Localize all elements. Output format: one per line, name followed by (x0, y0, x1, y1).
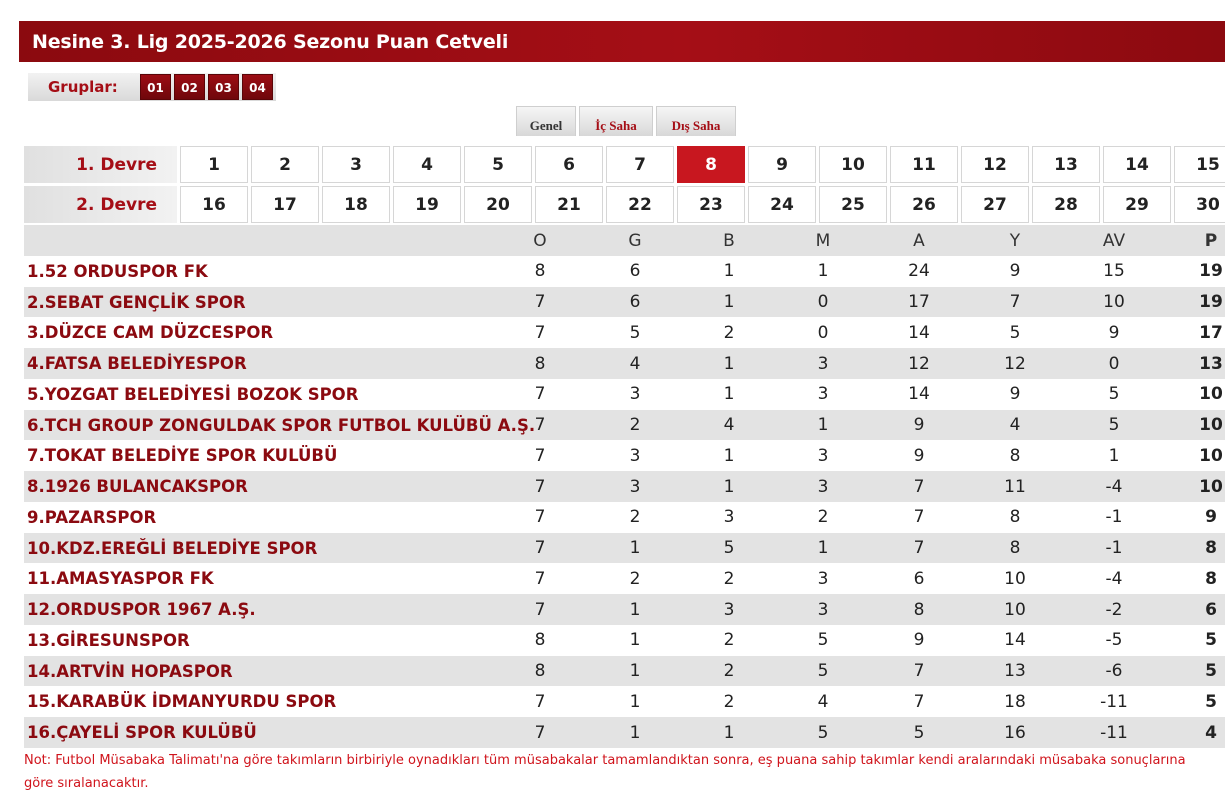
cell-y: 8 (1009, 507, 1021, 528)
cell-g: 3 (629, 384, 641, 405)
cell-y: 9 (1009, 384, 1021, 405)
cell-b: 1 (723, 722, 735, 743)
cell-b: 2 (723, 322, 735, 343)
cell-g: 1 (629, 630, 641, 651)
column-header-g: G (628, 230, 642, 251)
cell-av: 9 (1108, 322, 1120, 343)
table-row (24, 594, 1225, 625)
table-row (24, 348, 1225, 379)
group-button-04[interactable]: 04 (242, 74, 273, 100)
group-button-01[interactable]: 01 (140, 74, 171, 100)
cell-g: 1 (629, 691, 641, 712)
cell-a: 9 (913, 415, 925, 436)
cell-m: 0 (817, 322, 829, 343)
cell-m: 5 (817, 630, 829, 651)
week-25-button[interactable]: 25 (819, 186, 887, 223)
cell-m: 3 (817, 568, 829, 589)
cell-o: 7 (534, 415, 546, 436)
week-21-button[interactable]: 21 (535, 186, 603, 223)
cell-a: 12 (908, 353, 930, 374)
cell-g: 3 (629, 476, 641, 497)
cell-a: 7 (913, 476, 925, 497)
cell-m: 1 (817, 538, 829, 559)
week-14-button[interactable]: 14 (1103, 146, 1171, 183)
cell-b: 2 (723, 691, 735, 712)
cell-y: 18 (1004, 691, 1026, 712)
table-row (24, 533, 1225, 564)
cell-y: 5 (1009, 322, 1021, 343)
column-header-o: O (533, 230, 547, 251)
team-name-link[interactable]: 9.PAZARSPOR (27, 507, 157, 527)
table-row (24, 318, 1225, 349)
cell-m: 3 (817, 353, 829, 374)
cell-p: 13 (1199, 353, 1223, 374)
table-row (24, 564, 1225, 595)
cell-b: 1 (723, 292, 735, 313)
table-row (24, 625, 1225, 656)
cell-g: 1 (629, 722, 641, 743)
page-title: Nesine 3. Lig 2025-2026 Sezonu Puan Cetveli (19, 21, 1225, 62)
cell-a: 7 (913, 538, 925, 559)
cell-o: 7 (534, 568, 546, 589)
cell-g: 6 (629, 261, 641, 282)
table-row (24, 441, 1225, 472)
team-name-link[interactable]: 5.YOZGAT BELEDİYESİ BOZOK SPOR (27, 384, 359, 404)
cell-y: 16 (1004, 722, 1026, 743)
table-row (24, 687, 1225, 718)
table-row (24, 717, 1225, 748)
cell-o: 7 (534, 445, 546, 466)
tab-genel[interactable]: Genel (516, 106, 576, 136)
week-15-button[interactable]: 15 (1174, 146, 1225, 183)
column-header-av: AV (1102, 230, 1126, 251)
cell-av: -4 (1105, 568, 1123, 589)
cell-g: 1 (629, 599, 641, 620)
team-name-link[interactable]: 3.DÜZCE CAM DÜZCESPOR (27, 323, 274, 343)
cell-av: 5 (1108, 384, 1120, 405)
cell-m: 4 (817, 691, 829, 712)
cell-y: 8 (1009, 445, 1021, 466)
cell-a: 14 (908, 322, 930, 343)
cell-p: 19 (1199, 261, 1223, 282)
team-name-link[interactable]: 12.ORDUSPOR 1967 A.Ş. (27, 600, 256, 620)
second-half-label: 2. Devre (24, 186, 177, 223)
table-row (24, 471, 1225, 502)
cell-p: 10 (1199, 476, 1223, 497)
week-26-button[interactable]: 26 (890, 186, 958, 223)
week-12-button[interactable]: 12 (961, 146, 1029, 183)
cell-b: 1 (723, 261, 735, 282)
cell-av: -2 (1105, 599, 1123, 620)
groups-bar (28, 73, 276, 101)
cell-g: 2 (629, 415, 641, 436)
team-name-link[interactable]: 16.ÇAYELİ SPOR KULÜBÜ (27, 723, 257, 743)
cell-g: 1 (629, 538, 641, 559)
team-name-link[interactable]: 13.GİRESUNSPOR (27, 630, 190, 650)
cell-p: 6 (1205, 599, 1217, 620)
cell-b: 1 (723, 353, 735, 374)
week-7-button[interactable]: 7 (606, 146, 674, 183)
week-17-button[interactable]: 17 (251, 186, 319, 223)
table-row (24, 287, 1225, 318)
week-24-button[interactable]: 24 (748, 186, 816, 223)
cell-b: 3 (723, 599, 735, 620)
cell-p: 5 (1205, 630, 1217, 651)
cell-av: 10 (1103, 292, 1125, 313)
cell-o: 7 (534, 691, 546, 712)
team-name-link[interactable]: 8.1926 BULANCAKSPOR (27, 477, 248, 497)
tab-dış-saha[interactable]: Dış Saha (656, 106, 736, 136)
week-11-button[interactable]: 11 (890, 146, 958, 183)
cell-o: 8 (534, 261, 546, 282)
cell-av: -11 (1100, 691, 1128, 712)
team-name-link[interactable]: 14.ARTVİN HOPASPOR (27, 661, 233, 681)
column-header-y: Y (1009, 230, 1021, 251)
second-half-row (24, 186, 1225, 223)
first-half-label: 1. Devre (24, 146, 177, 183)
table-row (24, 656, 1225, 687)
cell-b: 1 (723, 445, 735, 466)
cell-av: -4 (1105, 476, 1123, 497)
cell-b: 1 (723, 384, 735, 405)
cell-o: 7 (534, 322, 546, 343)
week-27-button[interactable]: 27 (961, 186, 1029, 223)
cell-y: 12 (1004, 353, 1026, 374)
cell-g: 6 (629, 292, 641, 313)
week-16-button[interactable]: 16 (180, 186, 248, 223)
cell-a: 7 (913, 691, 925, 712)
cell-p: 10 (1199, 415, 1223, 436)
column-header-p: P (1204, 230, 1218, 251)
cell-o: 7 (534, 507, 546, 528)
week-2-button[interactable]: 2 (251, 146, 319, 183)
cell-p: 5 (1205, 661, 1217, 682)
cell-p: 8 (1205, 568, 1217, 589)
first-half-row (24, 146, 1225, 183)
team-name-link[interactable]: 10.KDZ.EREĞLİ BELEDİYE SPOR (27, 538, 318, 558)
cell-y: 14 (1004, 630, 1026, 651)
group-button-03[interactable]: 03 (208, 74, 239, 100)
team-name-link[interactable]: 1.52 ORDUSPOR FK (27, 261, 208, 281)
cell-b: 4 (723, 415, 735, 436)
cell-p: 4 (1205, 722, 1217, 743)
cell-g: 2 (629, 507, 641, 528)
cell-m: 5 (817, 661, 829, 682)
week-5-button[interactable]: 5 (464, 146, 532, 183)
week-9-button[interactable]: 9 (748, 146, 816, 183)
cell-p: 5 (1205, 691, 1217, 712)
cell-m: 1 (817, 261, 829, 282)
week-10-button[interactable]: 10 (819, 146, 887, 183)
cell-y: 8 (1009, 538, 1021, 559)
cell-m: 3 (817, 476, 829, 497)
cell-av: -5 (1105, 630, 1123, 651)
cell-g: 4 (629, 353, 641, 374)
cell-av: -1 (1105, 538, 1123, 559)
cell-m: 3 (817, 599, 829, 620)
tab-i-ç-saha[interactable]: İç Saha (579, 106, 653, 136)
week-28-button[interactable]: 28 (1032, 186, 1100, 223)
cell-o: 7 (534, 292, 546, 313)
cell-y: 7 (1009, 292, 1021, 313)
cell-p: 9 (1205, 507, 1217, 528)
cell-a: 8 (913, 599, 925, 620)
team-name-link[interactable]: 4.FATSA BELEDİYESPOR (27, 354, 247, 374)
table-row (24, 256, 1225, 287)
cell-p: 10 (1199, 384, 1223, 405)
cell-a: 7 (913, 661, 925, 682)
cell-y: 10 (1004, 568, 1026, 589)
cell-m: 0 (817, 292, 829, 313)
cell-m: 5 (817, 722, 829, 743)
cell-y: 4 (1009, 415, 1021, 436)
week-20-button[interactable]: 20 (464, 186, 532, 223)
week-18-button[interactable]: 18 (322, 186, 390, 223)
week-8-button[interactable]: 8 (677, 146, 745, 183)
team-name-link[interactable]: 15.KARABÜK İDMANYURDU SPOR (27, 692, 337, 712)
cell-m: 1 (817, 415, 829, 436)
cell-o: 7 (534, 722, 546, 743)
team-name-link[interactable]: 2.SEBAT GENÇLİK SPOR (27, 292, 246, 312)
cell-a: 7 (913, 507, 925, 528)
cell-o: 8 (534, 630, 546, 651)
table-row (24, 502, 1225, 533)
group-button-02[interactable]: 02 (174, 74, 205, 100)
cell-p: 10 (1199, 445, 1223, 466)
cell-a: 9 (913, 445, 925, 466)
team-name-link[interactable]: 6.TCH GROUP ZONGULDAK SPOR FUTBOL KULÜBÜ A.Ş. (27, 415, 536, 435)
cell-g: 1 (629, 661, 641, 682)
cell-av: 0 (1108, 353, 1120, 374)
groups-label: Gruplar: (48, 78, 118, 96)
cell-m: 2 (817, 507, 829, 528)
cell-b: 2 (723, 568, 735, 589)
cell-a: 14 (908, 384, 930, 405)
cell-p: 17 (1199, 322, 1223, 343)
cell-m: 3 (817, 384, 829, 405)
cell-o: 8 (534, 353, 546, 374)
column-header-b: B (723, 230, 735, 251)
week-6-button[interactable]: 6 (535, 146, 603, 183)
week-4-button[interactable]: 4 (393, 146, 461, 183)
week-22-button[interactable]: 22 (606, 186, 674, 223)
cell-o: 7 (534, 384, 546, 405)
cell-b: 5 (723, 538, 735, 559)
cell-m: 3 (817, 445, 829, 466)
column-header-a: A (913, 230, 925, 251)
week-1-button[interactable]: 1 (180, 146, 248, 183)
cell-g: 2 (629, 568, 641, 589)
cell-a: 17 (908, 292, 930, 313)
cell-y: 11 (1004, 476, 1026, 497)
cell-av: 5 (1108, 415, 1120, 436)
week-30-button[interactable]: 30 (1174, 186, 1225, 223)
cell-o: 7 (534, 599, 546, 620)
week-13-button[interactable]: 13 (1032, 146, 1100, 183)
cell-g: 3 (629, 445, 641, 466)
cell-av: -1 (1105, 507, 1123, 528)
table-row (24, 379, 1225, 410)
week-3-button[interactable]: 3 (322, 146, 390, 183)
cell-a: 5 (913, 722, 925, 743)
cell-av: -11 (1100, 722, 1128, 743)
standings-header (24, 225, 1225, 256)
team-name-link[interactable]: 11.AMASYASPOR FK (27, 569, 214, 589)
cell-b: 1 (723, 476, 735, 497)
cell-y: 10 (1004, 599, 1026, 620)
cell-av: -6 (1105, 661, 1123, 682)
cell-p: 8 (1205, 538, 1217, 559)
cell-y: 9 (1009, 261, 1021, 282)
cell-y: 13 (1004, 661, 1026, 682)
cell-g: 5 (629, 322, 641, 343)
cell-b: 3 (723, 507, 735, 528)
cell-av: 15 (1103, 261, 1125, 282)
cell-p: 19 (1199, 292, 1223, 313)
cell-a: 6 (913, 568, 925, 589)
cell-o: 7 (534, 538, 546, 559)
week-23-button[interactable]: 23 (677, 186, 745, 223)
cell-a: 24 (908, 261, 930, 282)
column-header-m: M (815, 230, 831, 251)
cell-a: 9 (913, 630, 925, 651)
cell-b: 2 (723, 630, 735, 651)
cell-av: 1 (1108, 445, 1120, 466)
team-name-link[interactable]: 7.TOKAT BELEDİYE SPOR KULÜBÜ (27, 446, 338, 466)
cell-b: 2 (723, 661, 735, 682)
week-19-button[interactable]: 19 (393, 186, 461, 223)
week-29-button[interactable]: 29 (1103, 186, 1171, 223)
table-row (24, 410, 1225, 441)
cell-o: 7 (534, 476, 546, 497)
cell-o: 8 (534, 661, 546, 682)
tiebreak-note: Not: Futbol Müsabaka Talimatı'na göre takımların birbiriyle oynadıkları tüm müsabakalar tamamlandıktan sonra, eş puana sahip takımlar kendi aralarındaki müsabaka sonuçlarına göre sıralanacaktır. (24, 753, 1186, 791)
